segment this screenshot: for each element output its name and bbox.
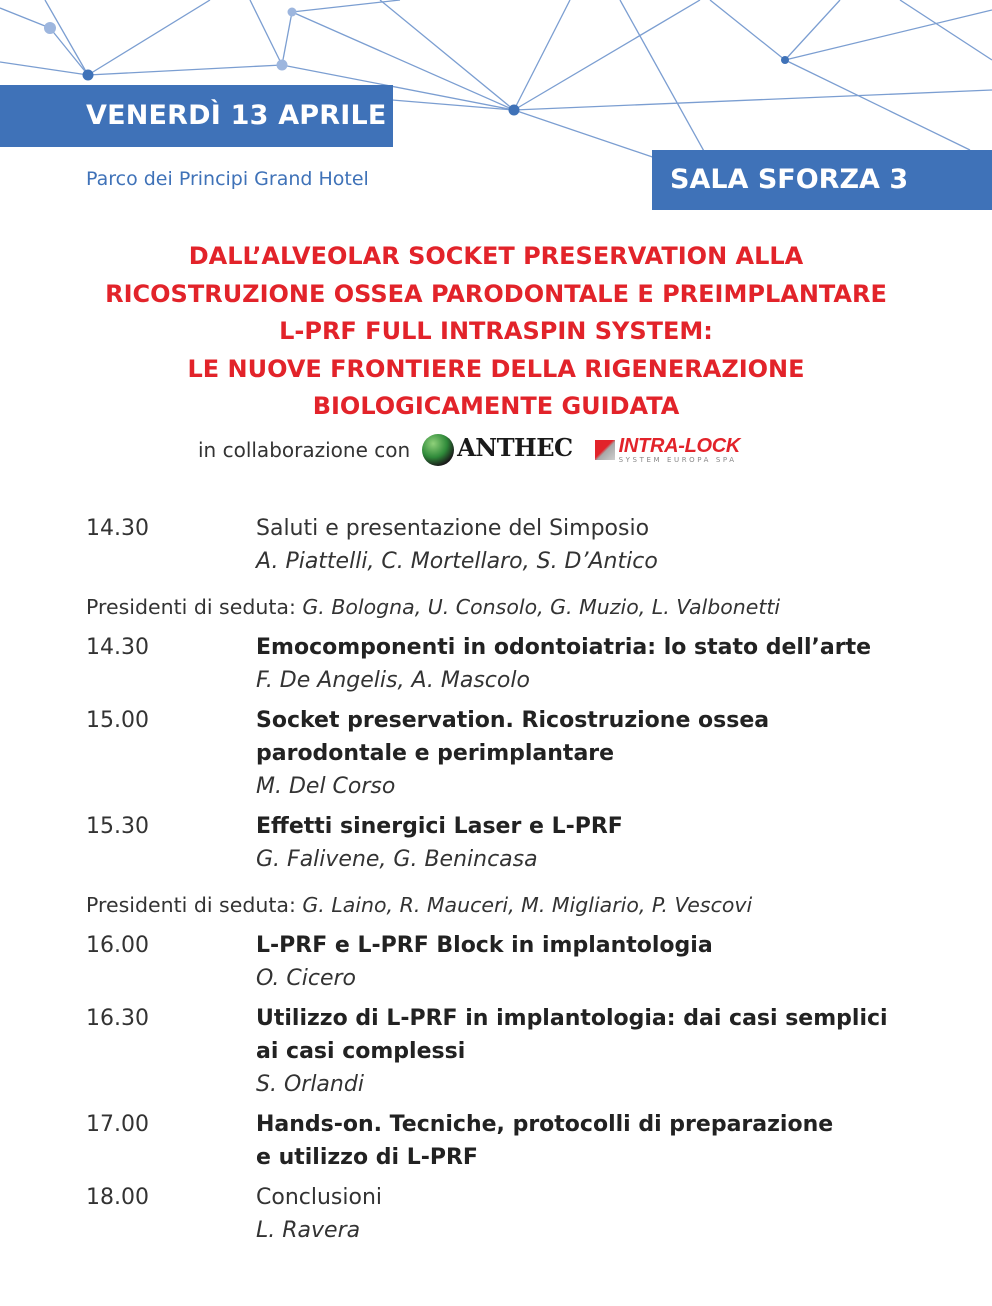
collaboration-text: in collaborazione con — [198, 438, 411, 462]
anthec-logo-icon — [422, 434, 454, 466]
item-time: 15.00 — [86, 708, 149, 733]
title-line: RICOSTRUZIONE OSSEA PARODONTALE E PREIMPLANTARE — [105, 279, 887, 308]
item-topic: Socket preservation. Ricostruzione ossea — [256, 708, 770, 733]
schedule — [86, 512, 966, 1247]
item-topic: ai casi complessi — [256, 1039, 466, 1064]
item-time: 16.30 — [86, 1006, 149, 1031]
item-topic: L-PRF e L-PRF Block in implantologia — [256, 933, 713, 958]
date-banner: VENERDÌ 13 APRILE — [0, 85, 393, 147]
schedule-item — [86, 704, 966, 803]
collaboration-row — [198, 430, 740, 470]
presidents-label: Presidenti di seduta: — [86, 595, 296, 619]
title-line: BIOLOGICAMENTE GUIDATA — [312, 392, 680, 420]
presidents-label: Presidenti di seduta: — [86, 893, 296, 917]
item-time: 16.00 — [86, 933, 149, 958]
title-line: DALL’ALVEOLAR SOCKET PRESERVATION ALLA — [188, 242, 804, 270]
intralock-subtitle: SYSTEM EUROPA SPA — [618, 455, 737, 464]
schedule-item — [86, 1181, 966, 1247]
item-time: 17.00 — [86, 1112, 149, 1137]
item-speaker: S. Orlandi — [256, 1072, 364, 1097]
room-banner: SALA SFORZA 3 — [652, 150, 992, 210]
schedule-item — [86, 1002, 966, 1101]
item-speaker: O. Cicero — [256, 966, 357, 991]
intralock-logo-icon — [595, 440, 615, 460]
item-time: 14.30 — [86, 635, 149, 660]
item-speaker: G. Falivene, G. Benincasa — [256, 847, 538, 872]
schedule-item — [86, 929, 966, 995]
presidents-names: G. Bologna, U. Consolo, G. Muzio, L. Valbonetti — [302, 595, 781, 619]
item-topic: Emocomponenti in odontoiatria: lo stato dell’arte — [256, 635, 872, 660]
session-presidents — [86, 591, 966, 624]
item-topic: Utilizzo di L-PRF in implantologia: dai casi semplici — [256, 1006, 888, 1031]
item-speaker: L. Ravera — [256, 1218, 361, 1243]
symposium-title — [0, 238, 992, 426]
title-line: LE NUOVE FRONTIERE DELLA RIGENERAZIONE — [187, 354, 805, 383]
item-time: 18.00 — [86, 1185, 149, 1210]
item-speaker: M. Del Corso — [256, 774, 396, 799]
item-speaker: F. De Angelis, A. Mascolo — [256, 668, 530, 693]
schedule-item — [86, 1108, 966, 1174]
item-topic: Effetti sinergici Laser e L-PRF — [256, 814, 623, 839]
schedule-item — [86, 631, 966, 697]
intralock-name: INTRA-LOCK — [618, 434, 741, 457]
item-topic: Saluti e presentazione del Simposio — [256, 516, 650, 541]
title-line: L-PRF FULL INTRASPIN SYSTEM: — [279, 317, 713, 345]
schedule-item — [86, 810, 966, 876]
venue-label: Parco dei Principi Grand Hotel — [86, 168, 369, 190]
item-topic: Conclusioni — [256, 1185, 383, 1210]
item-time: 15.30 — [86, 814, 149, 839]
presidents-names: G. Laino, R. Mauceri, M. Migliario, P. Vescovi — [302, 893, 753, 917]
session-presidents — [86, 889, 966, 922]
item-time: 14.30 — [86, 516, 149, 541]
anthec-logo — [422, 434, 573, 466]
item-topic: Hands-on. Tecniche, protocolli di preparazione — [256, 1112, 834, 1137]
item-topic: e utilizzo di L-PRF — [256, 1145, 478, 1170]
anthec-name: ANTHEC — [457, 432, 573, 462]
item-speaker: A. Piattelli, C. Mortellaro, S. D’Antico — [256, 549, 658, 574]
item-topic: parodontale e perimplantare — [256, 741, 615, 766]
schedule-item — [86, 512, 966, 578]
intralock-logo — [595, 434, 741, 464]
